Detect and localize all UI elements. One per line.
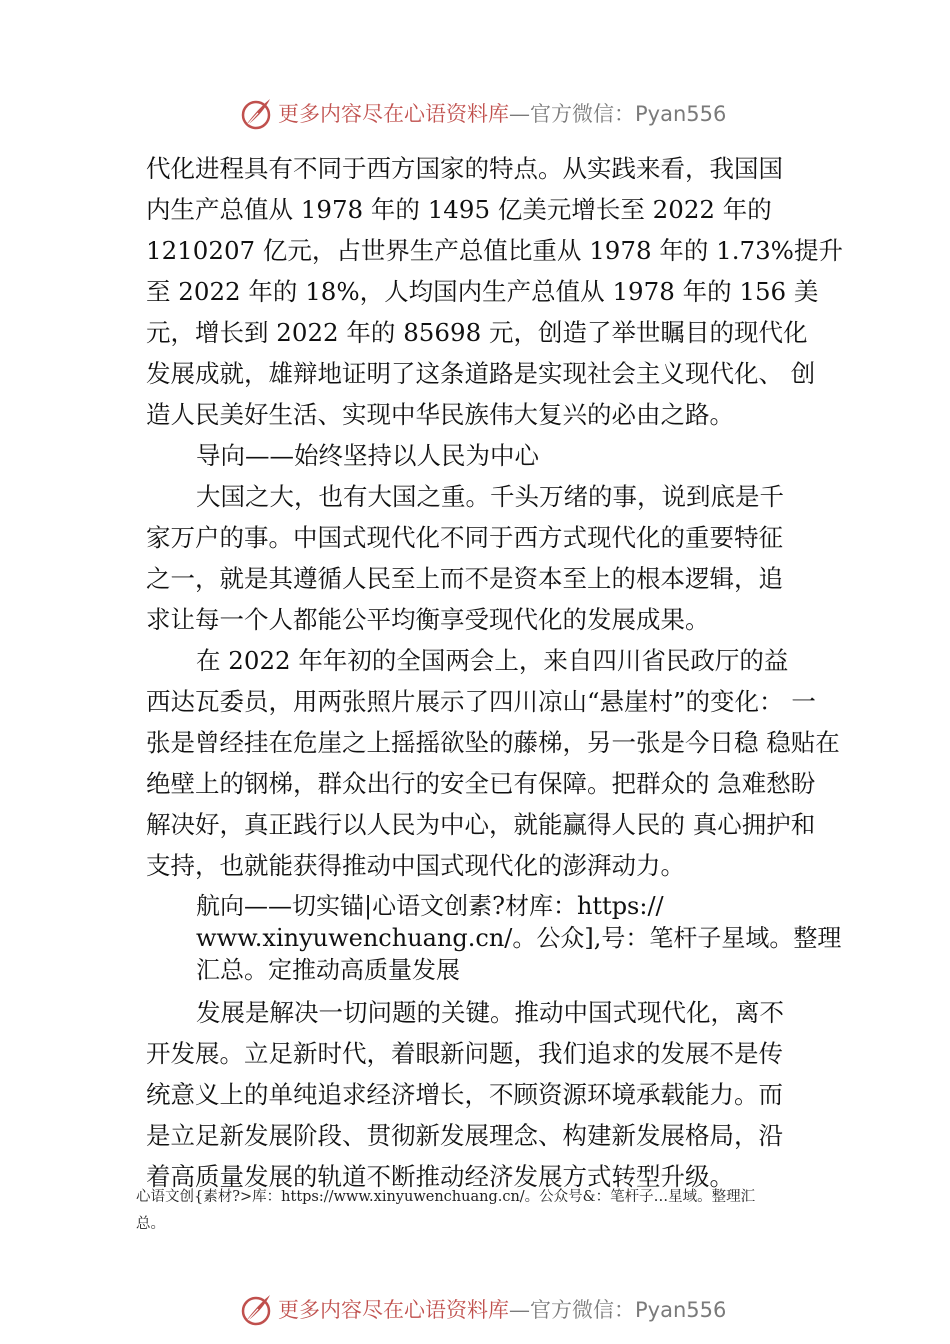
text-line: 求让每一个人都能公平均衡享受现代化的发展成果。 — [146, 605, 710, 634]
text-line: 着高质量发展的轨道不断推动经济发展方式转型升级。 — [146, 1162, 734, 1191]
text-line: 内生产总值从 1978 年的 1495 亿美元增长至 2022 年的 — [146, 195, 772, 224]
banner-red-text: 更多内容尽在心语资料库 — [278, 1298, 509, 1322]
text-line: 心语文创{素材?>库：https://www.xinyuwenchuang.cn/。公众号&：笔杆子…星域。整理汇 — [136, 1189, 756, 1205]
footer-banner — [238, 1289, 726, 1329]
banner-gray-text — [509, 1294, 726, 1324]
section-heading-2 — [146, 890, 842, 986]
text-line: 汇总。定推动高质量发展 — [196, 956, 460, 984]
text-line: 家万户的事。中国式现代化不同于西方式现代化的重要特征 — [146, 523, 783, 552]
text-line: 1210207 亿元，占世界生产总值比重从 1978 年的 1.73%提升 — [146, 236, 843, 265]
banner-gray-text — [509, 98, 726, 128]
header-banner — [238, 93, 726, 133]
paragraph-3 — [146, 640, 840, 886]
text-line: 造人民美好生活、实现中华民族伟大复兴的必由之路。 — [146, 400, 734, 429]
text-line: www.xinyuwenchuang.cn/。公众],号：笔杆子星域。整理 — [196, 924, 842, 952]
document-body — [146, 148, 843, 1197]
paragraph-4 — [146, 992, 836, 1197]
text-line: 西达瓦委员，用两张照片展示了四川凉山“悬崖村”的变化： 一 — [146, 687, 816, 716]
text-line: 元，增长到 2022 年的 85698 元，创造了举世瞩目的现代化 — [146, 318, 808, 347]
banner-wechat-label: —官方微信： — [509, 1298, 635, 1322]
text-line: 之一，就是其遵循人民至上而不是资本至上的根本逻辑，追 — [146, 564, 783, 593]
section-heading-1: 导向——始终坚持以人民为中心 — [196, 441, 539, 470]
paragraph-2 — [146, 476, 836, 640]
text-line: 发展成就，雄辩地证明了这条道路是实现社会主义现代化、 创 — [146, 359, 816, 388]
text-line: 张是曾经挂在危崖之上摇摇欲坠的藤梯，另一张是今日稳 稳贴在 — [146, 728, 840, 757]
footer-note — [136, 1184, 856, 1238]
text-line: 大国之大，也有大国之重。千头万绪的事，说到底是千 — [196, 482, 784, 511]
text-line: 绝壁上的钢梯，群众出行的安全已有保障。把群众的 急难愁盼 — [146, 769, 816, 798]
text-line: 代化进程具有不同于西方国家的特点。从实践来看，我国国 — [146, 154, 783, 183]
text-line: 在 2022 年年初的全国两会上，来自四川省民政厅的益 — [196, 646, 789, 675]
paragraph-1 — [146, 148, 843, 435]
text-line: 至 2022 年的 18%，人均国内生产总值从 1978 年的 156 美 — [146, 277, 819, 306]
banner-wechat-id: Pyan556 — [635, 102, 727, 126]
quill-pen-logo-icon — [238, 95, 274, 131]
text-line: 解决好，真正践行以人民为中心，就能赢得人民的 真心拥护和 — [146, 810, 816, 839]
text-line: 开发展。立足新时代，着眼新问题，我们追求的发展不是传 — [146, 1039, 783, 1068]
text-line: 是立足新发展阶段、贯彻新发展理念、构建新发展格局，沿 — [146, 1121, 783, 1150]
text-line: 支持，也就能获得推动中国式现代化的澎湃动力。 — [146, 851, 685, 880]
banner-wechat-id: Pyan556 — [635, 1298, 727, 1322]
text-line: 发展是解决一切问题的关键。推动中国式现代化，离不 — [196, 998, 784, 1027]
quill-pen-logo-icon — [238, 1291, 274, 1327]
banner-red-text: 更多内容尽在心语资料库 — [278, 102, 509, 126]
text-line: 统意义上的单纯追求经济增长，不顾资源环境承载能力。而 — [146, 1080, 783, 1109]
text-line: 航向——切实锚|心语文创素?材库：https:// — [196, 892, 664, 920]
banner-wechat-label: —官方微信： — [509, 102, 635, 126]
text-line: 总。 — [136, 1216, 165, 1232]
